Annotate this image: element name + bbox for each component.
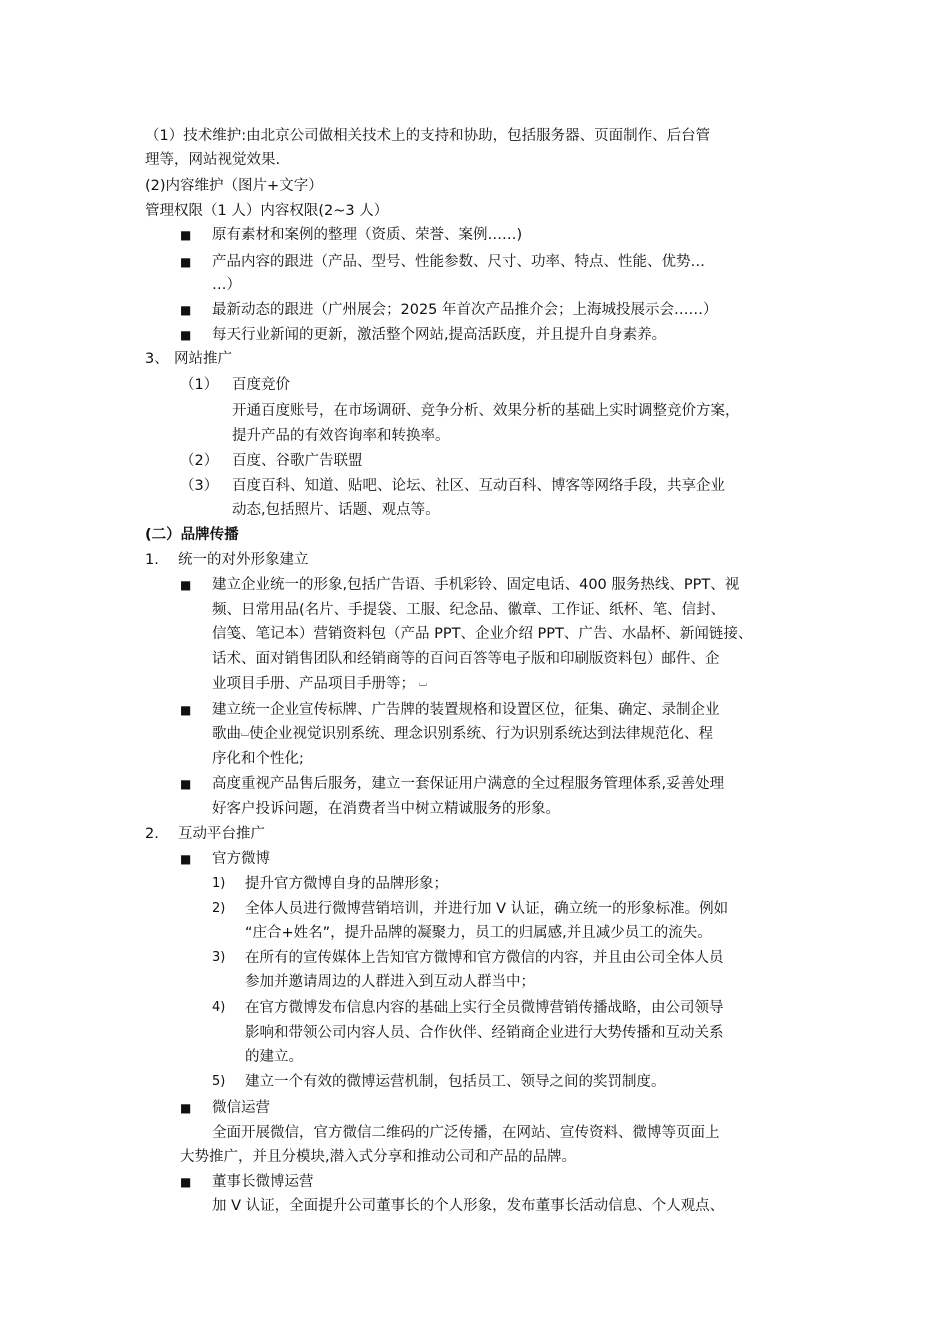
list-item-continuation: 业项目手册、产品项目手册等； ⌴ (212, 676, 427, 692)
square-bullet-icon: ■ (180, 255, 192, 269)
square-bullet-icon: ■ (180, 303, 192, 317)
item-text: 提升官方微博自身的品牌形象； (245, 876, 448, 892)
item-text: “庄合+姓名”，提升品牌的凝聚力，员工的归属感,并且减少员工的流失。 (245, 925, 712, 941)
list-item: 建立统一企业宣传标牌、广告牌的装置规格和设置区位，征集、确定、录制企业 (212, 702, 720, 718)
list-item-continuation: 歌曲⌴使企业视觉识别系统、理念识别系统、行为识别系统达到法律规范化、程 (212, 726, 713, 742)
list-item: 高度重视产品售后服务，建立一套保证用户满意的全过程服务管理体系,妥善处理 (212, 776, 725, 792)
paragraph-line: 加 V 认证，全面提升公司董事长的个人形象，发布董事长活动信息、个人观点、 (212, 1198, 725, 1214)
item-text: 的建立。 (245, 1049, 303, 1065)
square-bullet-icon: ■ (180, 228, 192, 242)
item-number: 3) (212, 950, 226, 965)
item-text: 在所有的宣传媒体上告知官方微博和官方微信的内容，并且由公司全体人员 (245, 950, 724, 966)
square-bullet-icon: ■ (180, 1101, 192, 1115)
section-title: 互动平台推广 (178, 826, 265, 842)
item-title: 百度竞价 (232, 377, 290, 393)
square-bullet-icon: ■ (180, 777, 192, 791)
square-bullet-icon: ■ (180, 328, 192, 342)
item-number: 5) (212, 1074, 226, 1089)
paragraph-line: 大势推广，并且分模块,潜入式分享和推动公司和产品的品牌。 (180, 1149, 577, 1165)
subsection-title: 官方微博 (212, 851, 270, 867)
section-number: 1. (145, 552, 159, 568)
list-item: 建立企业统一的形象,包括广告语、手机彩铃、固定电话、400 服务热线、PPT、视 (212, 577, 740, 593)
item-number: （3） (180, 478, 219, 494)
square-bullet-icon: ■ (180, 1175, 192, 1189)
item-text: 全体人员进行微博营销培训，并进行加 V 认证，确立统一的形象标准。例如 (245, 901, 729, 917)
list-item-continuation: 序化和个性化; (212, 751, 304, 767)
list-item: 最新动态的跟进（广州展会；2025 年首次产品推介会；上海城投展示会……） (212, 302, 718, 318)
brand-heading: (二）品牌传播 (145, 527, 239, 543)
list-item: 每天行业新闻的更新，激活整个网站,提高活跃度，并且提升自身素养。 (212, 327, 667, 343)
section-title: 网站推广 (174, 351, 232, 367)
square-bullet-icon: ■ (180, 852, 192, 866)
field-marker-icon: ⌴ (419, 678, 427, 689)
list-item-continuation: 频、日常用品(名片、手提袋、工服、纪念品、徽章、工作证、纸杯、笔、信封、 (212, 602, 726, 618)
tech-maintenance-line-1: （1）技术维护:由北京公司做相关技术上的支持和协助，包括服务器、页面制作、后台管 (145, 128, 711, 144)
item-number: 1) (212, 876, 226, 891)
field-marker-icon: ⌴ (241, 728, 249, 739)
list-item: 产品内容的跟进（产品、型号、性能参数、尺寸、功率、特点、性能、优势… (212, 254, 705, 270)
item-number: 2) (212, 901, 226, 916)
item-text: 参加并邀请周边的人群进入到互动人群当中； (245, 974, 535, 990)
list-item-continuation: 信笺、笔记本）营销资料包（产品 PPT、企业介绍 PPT、广告、水晶杯、新闻链接、 (212, 626, 753, 642)
list-item-continuation: …） (212, 277, 241, 293)
tech-maintenance-line-2: 理等，网站视觉效果. (145, 152, 281, 168)
item-text: 动态,包括照片、话题、观点等。 (232, 502, 440, 518)
list-item: 原有素材和案例的整理（资质、荣誉、案例……) (212, 227, 523, 243)
item-text: 在官方微博发布信息内容的基础上实行全员微博营销传播战略，由公司领导 (245, 1000, 724, 1016)
item-text: 提升产品的有效咨询率和转换率。 (232, 428, 450, 444)
item-title: 百度百科、知道、贴吧、论坛、社区、互动百科、博客等网络手段，共享企业 (232, 478, 725, 494)
section-number: 2. (145, 826, 159, 842)
section-number: 3、 (145, 351, 169, 367)
item-text: 建立一个有效的微博运营机制，包括员工、领导之间的奖罚制度。 (245, 1074, 666, 1090)
item-number: （2） (180, 453, 219, 469)
subsection-title: 董事长微博运营 (212, 1174, 314, 1190)
paragraph-line: 全面开展微信，官方微信二维码的广泛传播，在网站、宣传资料、微博等页面上 (212, 1125, 720, 1141)
list-item-continuation: 话术、面对销售团队和经销商等的百问百答等电子版和印刷版资料包）邮件、企 (212, 651, 720, 667)
item-text: 影响和带领公司内容人员、合作伙伴、经销商企业进行大势传播和互动关系 (245, 1025, 724, 1041)
content-maintenance-heading: (2)内容维护（图片+文字） (145, 178, 323, 194)
item-title: 百度、谷歌广告联盟 (232, 453, 363, 469)
square-bullet-icon: ■ (180, 703, 192, 717)
list-item-continuation: 好客户投诉问题，在消费者当中树立精诚服务的形象。 (212, 801, 560, 817)
item-number: 4) (212, 1000, 226, 1015)
square-bullet-icon: ■ (180, 578, 192, 592)
permissions-line: 管理权限（1 人）内容权限(2~3 人） (145, 203, 389, 219)
subsection-title: 微信运营 (212, 1100, 270, 1116)
item-text: 开通百度账号，在市场调研、竞争分析、效果分析的基础上实时调整竞价方案， (232, 403, 740, 419)
item-number: （1） (180, 377, 219, 393)
section-title: 统一的对外形象建立 (178, 552, 309, 568)
